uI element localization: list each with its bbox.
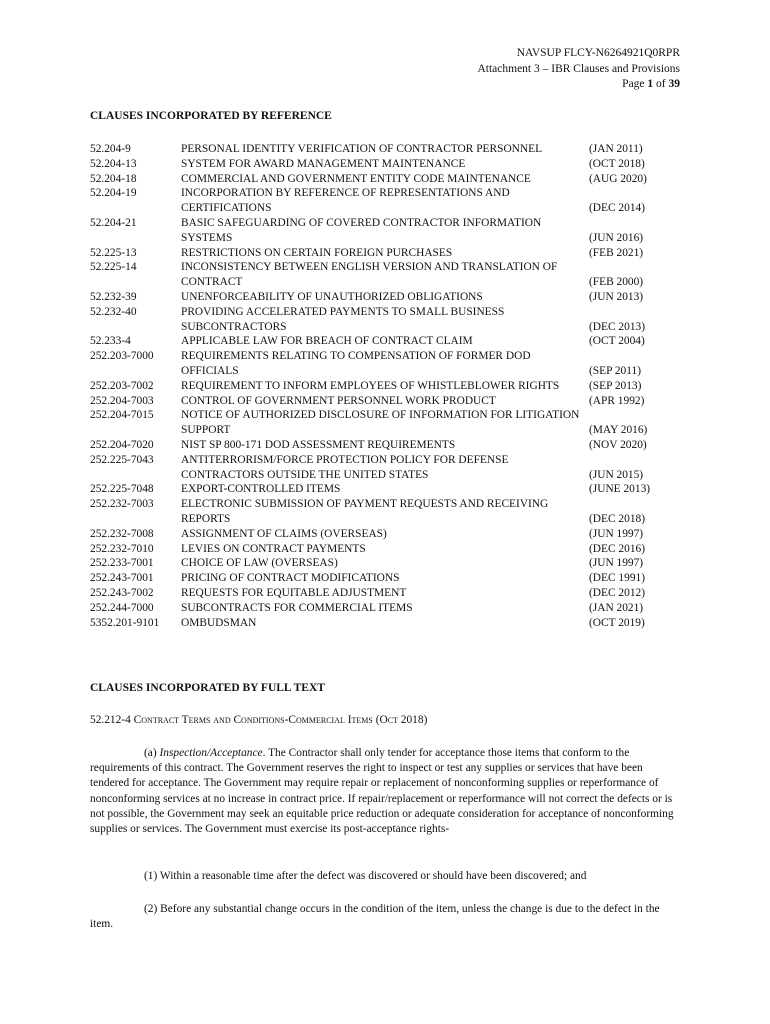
paragraph-a: (a) Inspection/Acceptance. The Contractor shall only tender for acceptance those items that conform to the requirements of this contract. The Government reserves the right to inspect or test any supplies or services that have been tendered for acceptance. The Government may require repair or replacement of nonconforming supplies or reperformance of nonconforming services at no increase in contract price. If repair/replacement or reperformance will not correct the defects or is not possible, the Government may seek an equitable price reduction or adequate consideration for acceptance of nonconforming supplies or services. The Government must exercise its post-acceptance rights-	[90, 747, 674, 836]
clause-title: UNENFORCEABILITY OF UNAUTHORIZED OBLIGATIONS	[181, 290, 483, 303]
clause-row	[90, 246, 690, 261]
clause-title: CHOICE OF LAW (OVERSEAS)	[181, 557, 338, 570]
clause-row	[90, 482, 690, 497]
clause-number: 252.203-7002	[90, 379, 154, 392]
clause-number: 52.225-14	[90, 261, 137, 274]
clause-date: (OCT 2018)	[589, 157, 645, 170]
clause-title: PRICING OF CONTRACT MODIFICATIONS	[181, 572, 400, 585]
clause-number: 52.204-19	[90, 187, 137, 200]
full-text-section-title: CLAUSES INCORPORATED BY FULL TEXT	[90, 682, 325, 694]
clause-date: (DEC 2016)	[589, 542, 645, 555]
clause-row	[90, 394, 690, 409]
clause-date: (SEP 2013)	[589, 379, 642, 392]
clause-title: INCONSISTENCY BETWEEN ENGLISH VERSION AND TRANSLATION OF CONTRACT	[181, 261, 558, 289]
clause-row	[90, 260, 690, 290]
paragraph-1: (1) Within a reasonable time after the defect was discovered or should have been discovered; and	[144, 870, 587, 882]
clause-row	[90, 379, 690, 394]
clause-title: EXPORT-CONTROLLED ITEMS	[181, 483, 341, 496]
clause-row	[90, 601, 690, 616]
clause-number: 252.243-7001	[90, 572, 154, 585]
clause-row	[90, 216, 690, 246]
clause-date: (JUNE 2013)	[589, 483, 651, 496]
clause-date: (JUN 2015)	[589, 468, 644, 481]
clause-number: 5352.201-9101	[90, 616, 160, 629]
clause-number: 52.204-18	[90, 172, 137, 185]
clause-date: (JUN 1997)	[589, 557, 644, 570]
clause-row	[90, 290, 690, 305]
clause-row	[90, 571, 690, 586]
clause-date: (AUG 2020)	[589, 172, 647, 185]
clause-title: PERSONAL IDENTITY VERIFICATION OF CONTRACTOR PERSONNEL	[181, 143, 543, 155]
clause-title: ELECTRONIC SUBMISSION OF PAYMENT REQUESTS AND RECEIVING REPORTS	[181, 498, 549, 525]
clause-title: CONTROL OF GOVERNMENT PERSONNEL WORK PRODUCT	[181, 394, 496, 407]
clause-date: (JUN 2016)	[589, 231, 644, 244]
clause-number: 252.233-7001	[90, 557, 154, 570]
clause-title: SYSTEM FOR AWARD MANAGEMENT MAINTENANCE	[181, 157, 466, 170]
clause-row	[90, 453, 690, 483]
clause-date: (FEB 2000)	[589, 276, 644, 289]
clause-row	[90, 172, 690, 187]
clause-row	[90, 438, 690, 453]
clause-row	[90, 186, 690, 216]
clause-row	[90, 157, 690, 172]
clause-title: REQUESTS FOR EQUITABLE ADJUSTMENT	[181, 586, 407, 599]
clause-date: (NOV 2020)	[589, 438, 647, 451]
clause-number: 252.232-7008	[90, 527, 154, 540]
clause-date: (APR 1992)	[589, 394, 645, 407]
clause-title: SUBCONTRACTS FOR COMMERCIAL ITEMS	[181, 601, 413, 614]
paragraph-2: (2) Before any substantial change occurs in the condition of the item, unless the change is due to the defect in the item.	[90, 903, 660, 931]
clause-number: 252.232-7003	[90, 498, 154, 511]
clause-title: ASSIGNMENT OF CLAIMS (OVERSEAS)	[181, 527, 387, 540]
clause-title: RESTRICTIONS ON CERTAIN FOREIGN PURCHASES	[181, 246, 453, 259]
clause-date: (DEC 2018)	[589, 512, 645, 525]
clause-row	[90, 527, 690, 542]
clause-number: 52.232-39	[90, 290, 137, 303]
clause-number: 52.233-4	[90, 335, 131, 348]
clause-row	[90, 408, 690, 438]
clause-date: (MAY 2016)	[589, 424, 648, 437]
clause-number: 52.225-13	[90, 246, 137, 259]
clause-number: 252.204-7003	[90, 394, 154, 407]
ibr-clause-list	[90, 142, 690, 630]
clause-number: 252.243-7002	[90, 586, 154, 599]
page-number: Page 1 of 39	[622, 78, 680, 90]
clause-title: REQUIREMENT TO INFORM EMPLOYEES OF WHISTLEBLOWER RIGHTS	[181, 379, 560, 392]
clause-number: 52.232-40	[90, 305, 137, 318]
clause-title: NIST SP 800-171 DOD ASSESSMENT REQUIREMENTS	[181, 438, 456, 451]
clause-row	[90, 497, 690, 527]
clause-date: (DEC 1991)	[589, 572, 645, 585]
clause-row	[90, 305, 690, 335]
solicitation-number: NAVSUP FLCY-N6264921Q0RPR	[516, 47, 680, 59]
clause-number: 252.204-7015	[90, 409, 154, 422]
clause-row	[90, 142, 690, 157]
clause-number: 252.204-7020	[90, 438, 154, 451]
clause-row	[90, 542, 690, 557]
clause-number: 52.204-9	[90, 143, 131, 155]
clause-date: (SEP 2011)	[589, 364, 641, 377]
clause-date: (OCT 2019)	[589, 616, 645, 629]
clause-number: 252.203-7000	[90, 350, 154, 363]
clause-row	[90, 334, 690, 349]
clause-title: NOTICE OF AUTHORIZED DISCLOSURE OF INFORMATION FOR LITIGATION SUPPORT	[181, 409, 580, 437]
clause-row	[90, 586, 690, 601]
clause-title: BASIC SAFEGUARDING OF COVERED CONTRACTOR INFORMATION SYSTEMS	[181, 216, 542, 244]
clause-row	[90, 349, 690, 379]
clause-number: 52.204-13	[90, 157, 137, 170]
clause-date: (JUN 1997)	[589, 527, 644, 540]
clause-number: 52.204-21	[90, 216, 137, 229]
page-header	[477, 46, 680, 93]
clause-row	[90, 556, 690, 571]
clause-title: APPLICABLE LAW FOR BREACH OF CONTRACT CLAIM	[181, 335, 473, 348]
clause-date: (OCT 2004)	[589, 335, 645, 348]
ibr-section-title: CLAUSES INCORPORATED BY REFERENCE	[90, 110, 332, 122]
clause-title: PROVIDING ACCELERATED PAYMENTS TO SMALL BUSINESS SUBCONTRACTORS	[181, 305, 505, 333]
clause-date: (DEC 2012)	[589, 586, 645, 599]
clause-number: 252.232-7010	[90, 542, 154, 555]
clause-row	[90, 616, 690, 631]
clause-title: REQUIREMENTS RELATING TO COMPENSATION OF FORMER DOD OFFICIALS	[181, 350, 531, 377]
clause-number: 252.225-7043	[90, 453, 154, 466]
clause-title: INCORPORATION BY REFERENCE OF REPRESENTATIONS AND CERTIFICATIONS	[181, 187, 510, 215]
clause-date: (JAN 2011)	[589, 143, 643, 155]
clause-title: LEVIES ON CONTRACT PAYMENTS	[181, 542, 366, 555]
clause-date: (DEC 2014)	[589, 202, 645, 215]
clause-date: (JUN 2013)	[589, 290, 644, 303]
clause-number: 252.244-7000	[90, 601, 154, 614]
clause-date: (DEC 2013)	[589, 320, 645, 333]
clause-title: COMMERCIAL AND GOVERNMENT ENTITY CODE MAINTENANCE	[181, 172, 531, 185]
clause-heading: 52.212-4 Contract Terms and Conditions-Commercial Items (Oct 2018)	[90, 714, 428, 726]
clause-title: OMBUDSMAN	[181, 616, 257, 629]
clause-date: (JAN 2021)	[589, 601, 644, 614]
clause-date: (FEB 2021)	[589, 246, 644, 259]
clause-number: 252.225-7048	[90, 483, 154, 496]
clause-title: ANTITERRORISM/FORCE PROTECTION POLICY FOR DEFENSE CONTRACTORS OUTSIDE THE UNITED STATES	[181, 453, 509, 481]
attachment-title: Attachment 3 – IBR Clauses and Provisions	[477, 62, 680, 75]
